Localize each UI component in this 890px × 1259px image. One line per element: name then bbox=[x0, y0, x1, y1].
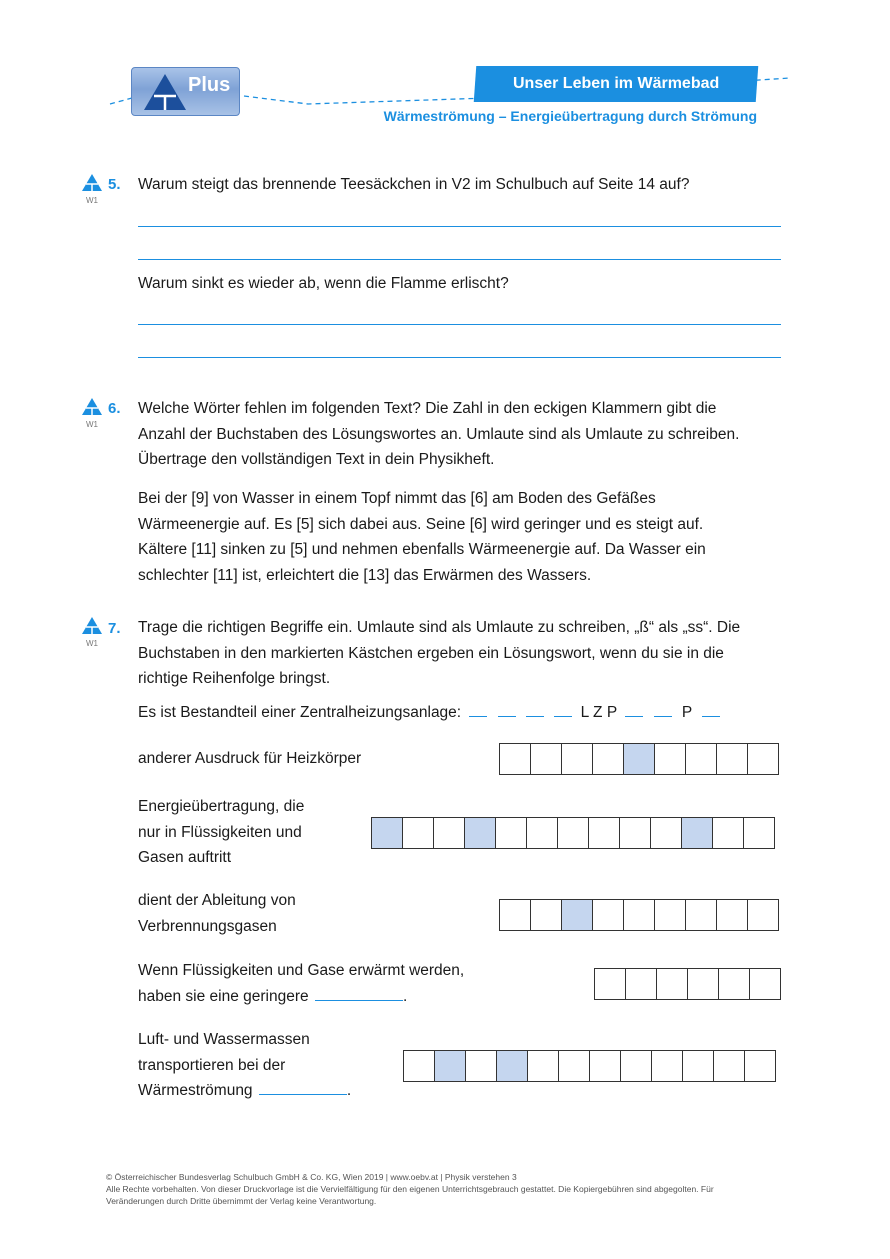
prompt-line: Buchstaben in den markierten Kästchen ergeben ein Lösungswort, wenn du sie in die bbox=[138, 644, 724, 662]
solution-letter: P bbox=[606, 704, 617, 721]
letter-box[interactable] bbox=[403, 1050, 435, 1082]
letter-box[interactable] bbox=[656, 968, 688, 1000]
letter-box[interactable] bbox=[499, 899, 531, 931]
letter-boxes bbox=[403, 1050, 776, 1082]
letter-box[interactable] bbox=[716, 743, 748, 775]
prompt-line: Trage die richtigen Begriffe ein. Umlaute sind als Umlaute zu schreiben, „ß“ als „ss“. Die bbox=[138, 619, 741, 636]
clue-text bbox=[138, 1027, 351, 1104]
clue-trailing: . bbox=[402, 987, 408, 1005]
letter-box[interactable] bbox=[594, 968, 626, 1000]
difficulty-triangle-icon bbox=[82, 617, 102, 634]
solution-word-row bbox=[138, 700, 720, 726]
footer-line: Alle Rechte vorbehalten. Von dieser Druckvorlage ist die Vervielfältigung für den eigenen Unterrichtsgebrauch gestattet. Die Kopiergebühren sind abgegolten. Für bbox=[106, 1184, 714, 1194]
chapter-title: Unser Leben im Wärmebad bbox=[512, 75, 720, 92]
letter-box[interactable] bbox=[402, 817, 434, 849]
cloze-line: schlechter [11] ist, erleichtert die [13] das Erwärmen des Wassers. bbox=[138, 566, 592, 584]
marked-letter-box[interactable] bbox=[681, 817, 713, 849]
clue-line: anderer Ausdruck für Heizkörper bbox=[138, 750, 362, 767]
footer-line: Veränderungen durch Dritte übernimmt der Verlag keine Verantwortung. bbox=[106, 1196, 377, 1206]
letter-box[interactable] bbox=[623, 899, 655, 931]
answer-line[interactable] bbox=[138, 259, 781, 260]
letter-box[interactable] bbox=[588, 817, 620, 849]
clue-line: Gasen auftritt bbox=[138, 849, 232, 866]
clue-line: transportieren bei der bbox=[138, 1056, 286, 1074]
solution-prefix: Es ist Bestandteil einer Zentralheizungsanlage: bbox=[138, 704, 462, 721]
letter-box[interactable] bbox=[465, 1050, 497, 1082]
marked-letter-box[interactable] bbox=[371, 817, 403, 849]
prompt-line: Anzahl der Buchstaben des Lösungswortes an. Umlaute sind als Umlaute zu schreiben. bbox=[138, 425, 740, 443]
clue-text bbox=[138, 746, 361, 772]
letter-box[interactable] bbox=[495, 817, 527, 849]
letter-box[interactable] bbox=[527, 1050, 559, 1082]
clue-line: haben sie eine geringere bbox=[138, 987, 309, 1005]
question-followup: Warum sinkt es wieder ab, wenn die Flamme erlischt? bbox=[138, 275, 509, 292]
solution-blank[interactable] bbox=[625, 716, 643, 717]
letter-box[interactable] bbox=[713, 1050, 745, 1082]
letter-box[interactable] bbox=[650, 817, 682, 849]
letter-box[interactable] bbox=[620, 1050, 652, 1082]
clue-line-with-blank bbox=[138, 984, 464, 1010]
clue-trailing: . bbox=[346, 1082, 352, 1099]
footer-line: © Österreichischer Bundesverlag Schulbuch GmbH & Co. KG, Wien 2019 | www.oebv.at | Physik verstehen 3 bbox=[106, 1172, 517, 1182]
difficulty-triangle-icon bbox=[82, 398, 102, 415]
letter-box[interactable] bbox=[561, 743, 593, 775]
clue-line: Luft- und Wassermassen bbox=[138, 1031, 310, 1048]
letter-box[interactable] bbox=[682, 1050, 714, 1082]
prompt-line: Welche Wörter fehlen im folgenden Text? Die Zahl in den eckigen Klammern gibt die bbox=[138, 400, 717, 417]
solution-letter: P bbox=[681, 704, 692, 721]
question-level: W1 bbox=[86, 639, 98, 648]
clue-line: dient der Ableitung von bbox=[138, 892, 296, 909]
letter-box[interactable] bbox=[685, 899, 717, 931]
letter-box[interactable] bbox=[747, 899, 779, 931]
clue-text bbox=[138, 958, 464, 1009]
clue-line: Wenn Flüssigkeiten und Gase erwärmt werden, bbox=[138, 962, 465, 979]
letter-box[interactable] bbox=[530, 899, 562, 931]
prompt-line: richtige Reihenfolge bringst. bbox=[138, 670, 331, 687]
copyright-footer bbox=[106, 1171, 786, 1207]
prompt-line: Übertrage den vollständigen Text in dein Physikheft. bbox=[138, 451, 495, 468]
clue-line: Wärmeströmung bbox=[138, 1082, 253, 1099]
letter-box[interactable] bbox=[499, 743, 531, 775]
solution-blank[interactable] bbox=[654, 716, 672, 717]
clue-blank[interactable] bbox=[315, 1000, 403, 1001]
letter-box[interactable] bbox=[526, 817, 558, 849]
marked-letter-box[interactable] bbox=[623, 743, 655, 775]
question-number: 6. bbox=[108, 400, 121, 417]
letter-box[interactable] bbox=[433, 817, 465, 849]
solution-letter: L bbox=[580, 704, 589, 721]
clue-line: Energieübertragung, die bbox=[138, 798, 305, 815]
letter-boxes bbox=[499, 743, 779, 775]
letter-box[interactable] bbox=[744, 1050, 776, 1082]
answer-line[interactable] bbox=[138, 357, 781, 358]
letter-box[interactable] bbox=[651, 1050, 683, 1082]
solution-blank[interactable] bbox=[498, 716, 516, 717]
letter-box[interactable] bbox=[592, 743, 624, 775]
difficulty-triangle-icon bbox=[82, 174, 102, 191]
marked-letter-box[interactable] bbox=[434, 1050, 466, 1082]
clue-text bbox=[138, 888, 296, 939]
letter-box[interactable] bbox=[625, 968, 657, 1000]
letter-box[interactable] bbox=[718, 968, 750, 1000]
solution-letter: Z bbox=[593, 704, 603, 721]
question-level: W1 bbox=[86, 196, 98, 205]
triangle-logo-icon bbox=[142, 72, 188, 112]
question-number: 5. bbox=[108, 176, 121, 193]
letter-box[interactable] bbox=[747, 743, 779, 775]
question-level: W1 bbox=[86, 420, 98, 429]
clue-line: Verbrennungsgasen bbox=[138, 917, 277, 935]
question-prompt bbox=[138, 396, 788, 473]
solution-blank[interactable] bbox=[469, 716, 487, 717]
letter-box[interactable] bbox=[619, 817, 651, 849]
letter-box[interactable] bbox=[654, 743, 686, 775]
letter-box[interactable] bbox=[716, 899, 748, 931]
solution-blank[interactable] bbox=[526, 716, 544, 717]
answer-line[interactable] bbox=[138, 226, 781, 227]
logo-text: Plus bbox=[188, 74, 231, 96]
clue-blank[interactable] bbox=[259, 1094, 347, 1095]
cloze-line: Bei der [9] von Wasser in einem Topf nimmt das [6] am Boden des Gefäßes bbox=[138, 490, 656, 507]
clue-text bbox=[138, 794, 304, 871]
letter-boxes bbox=[371, 817, 775, 849]
letter-boxes bbox=[594, 968, 781, 1000]
letter-box[interactable] bbox=[654, 899, 686, 931]
chapter-banner bbox=[474, 66, 759, 102]
marked-letter-box[interactable] bbox=[464, 817, 496, 849]
plus-logo bbox=[131, 67, 240, 116]
cloze-text bbox=[138, 486, 788, 588]
section-subtitle: Wärmeströmung – Energieübertragung durch Strömung bbox=[383, 108, 757, 124]
letter-box[interactable] bbox=[685, 743, 717, 775]
letter-box[interactable] bbox=[530, 743, 562, 775]
solution-blank[interactable] bbox=[702, 716, 720, 717]
clue-line: nur in Flüssigkeiten und bbox=[138, 823, 302, 841]
cloze-line: Wärmeenergie auf. Es [5] sich dabei aus. Seine [6] wird geringer und es steigt auf. bbox=[138, 515, 704, 533]
cloze-line: Kältere [11] sinken zu [5] und nehmen ebenfalls Wärmeenergie auf. Da Wasser ein bbox=[138, 541, 706, 558]
letter-box[interactable] bbox=[712, 817, 744, 849]
marked-letter-box[interactable] bbox=[561, 899, 593, 931]
letter-boxes bbox=[499, 899, 779, 931]
letter-box[interactable] bbox=[592, 899, 624, 931]
answer-line[interactable] bbox=[138, 324, 781, 325]
letter-box[interactable] bbox=[687, 968, 719, 1000]
question-number: 7. bbox=[108, 620, 121, 637]
letter-box[interactable] bbox=[749, 968, 781, 1000]
marked-letter-box[interactable] bbox=[496, 1050, 528, 1082]
clue-line-with-blank bbox=[138, 1078, 351, 1104]
letter-box[interactable] bbox=[557, 817, 589, 849]
letter-box[interactable] bbox=[589, 1050, 621, 1082]
letter-box[interactable] bbox=[743, 817, 775, 849]
question-prompt: Warum steigt das brennende Teesäckchen in V2 im Schulbuch auf Seite 14 auf? bbox=[138, 176, 690, 193]
solution-blank[interactable] bbox=[554, 716, 572, 717]
letter-box[interactable] bbox=[558, 1050, 590, 1082]
question-prompt bbox=[138, 615, 788, 692]
